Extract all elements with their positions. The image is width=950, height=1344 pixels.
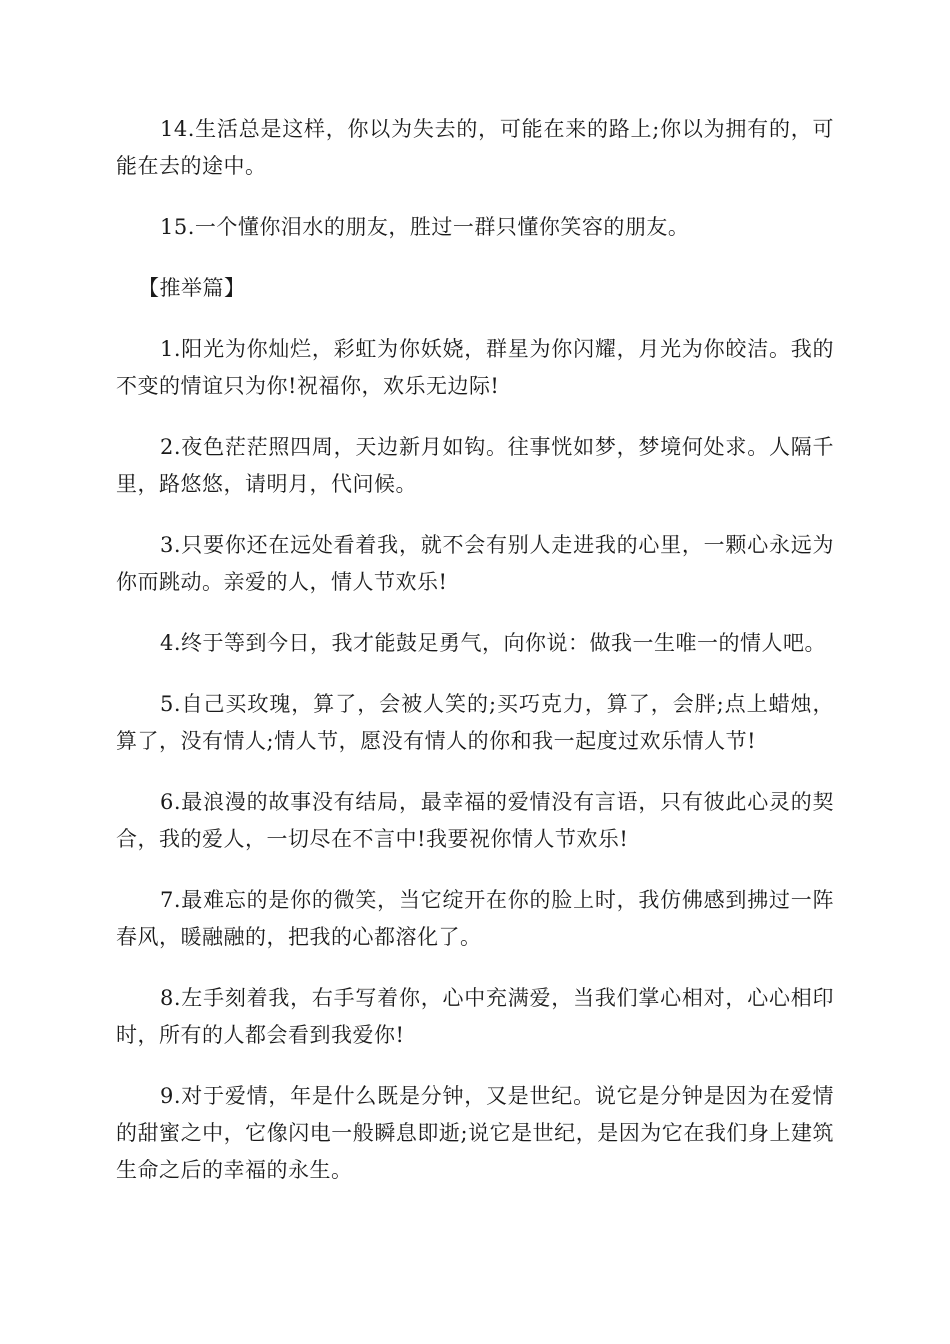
paragraph-item-14: 14.生活总是这样，你以为失去的，可能在来的路上;你以为拥有的，可能在去的途中。 [116,117,834,178]
paragraph-item-15: 15.一个懂你泪水的朋友，胜过一群只懂你笑容的朋友。 [160,215,690,239]
paragraph-item-9: 9.对于爱情，年是什么既是分钟，又是世纪。说它是分钟是因为在爱情的甜蜜之中，它像闪电一般瞬息即逝;说它是世纪，是因为它在我们身上建筑生命之后的幸福的永生。 [116,1084,834,1182]
paragraph-item-3: 3.只要你还在远处看着我，就不会有别人走进我的心里，一颗心永远为你而跳动。亲爱的人，情人节欢乐! [116,533,834,594]
paragraph-item-1: 1.阳光为你灿烂，彩虹为你妖娆，群星为你闪耀，月光为你皎洁。我的不变的情谊只为你!祝福你，欢乐无边际! [116,337,834,398]
paragraph-item-4: 4.终于等到今日，我才能鼓足勇气，向你说：做我一生唯一的情人吧。 [160,631,827,655]
paragraph-item-6: 6.最浪漫的故事没有结局，最幸福的爱情没有言语，只有彼此心灵的契合，我的爱人，一切尽在不言中!我要祝你情人节欢乐! [116,790,834,851]
document-body [116,111,834,1213]
section-heading: 【推举篇】 [138,276,246,300]
paragraph-item-2: 2.夜色茫茫照四周，天边新月如钩。往事恍如梦，梦境何处求。人隔千里，路悠悠，请明月，代问候。 [116,435,834,496]
paragraph-item-7: 7.最难忘的是你的微笑，当它绽开在你的脸上时，我仿佛感到拂过一阵春风，暖融融的，把我的心都溶化了。 [116,888,834,949]
paragraph-item-8: 8.左手刻着我，右手写着你，心中充满爱，当我们掌心相对，心心相印时，所有的人都会看到我爱你! [116,986,834,1047]
paragraph-item-5: 5.自己买玫瑰，算了，会被人笑的;买巧克力，算了，会胖;点上蜡烛，算了，没有情人;情人节，愿没有情人的你和我一起度过欢乐情人节! [116,692,834,753]
